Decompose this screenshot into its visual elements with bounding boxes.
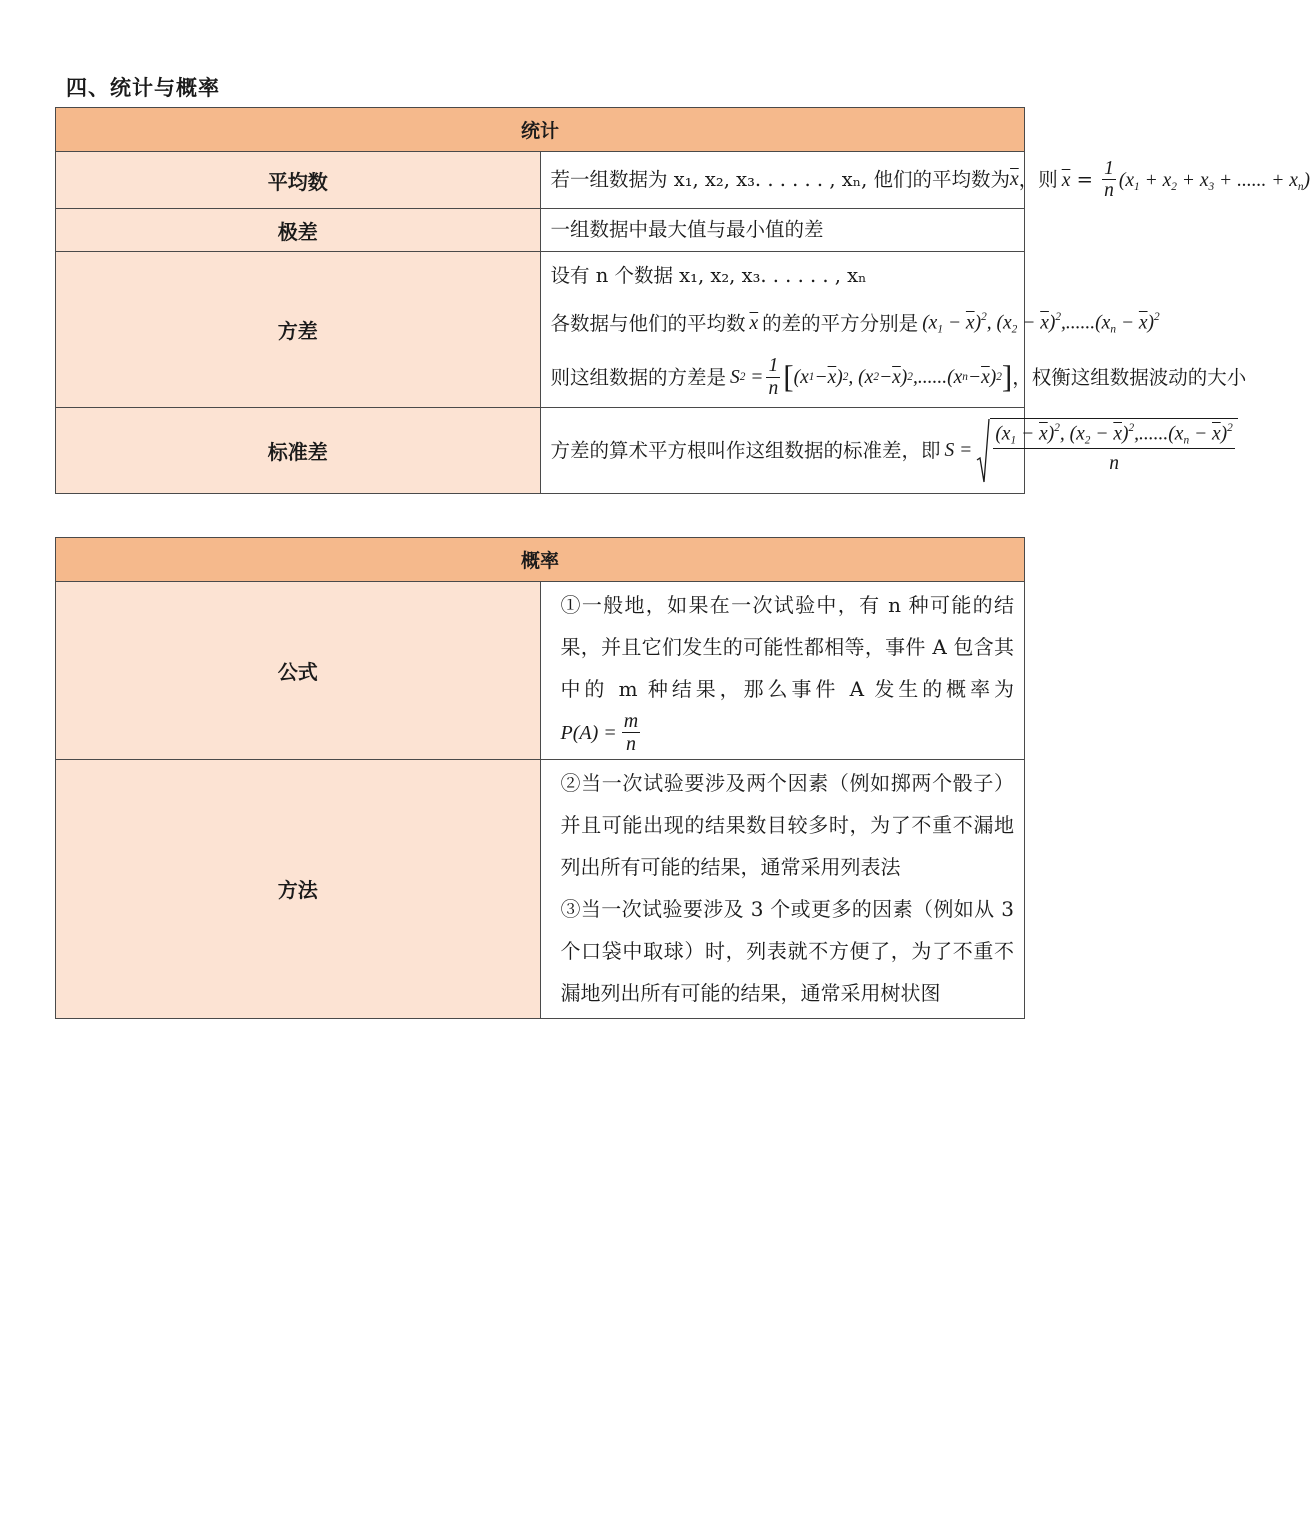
row-label-std-dev: 标准差 bbox=[56, 408, 541, 494]
probability-formula: ①一般地，如果在一次试验中，有 n 种可能的结果，并且它们发生的可能性都相等，事件 A 包含其中的 m 种结果，那么事件 A 发生的概率为 P(A) = $\frac{m}{n}$ bbox=[540, 582, 1025, 760]
range-definition: 一组数据中最大值与最小值的差 bbox=[540, 209, 1025, 252]
variance-line-3: 则这组数据的方差是 S 2 = $\frac{1}{n}$ [ (x 1 − $\overline{x}$ ) 2 , (x 2 − $\overline{x}$ ) 2 ,......(x n − $\overline{x}$ ) 2 ] ，权衡这组数据波动的大小 bbox=[550, 355, 1247, 399]
probability-header: 概率 bbox=[56, 538, 1025, 582]
row-label-range: 极差 bbox=[56, 209, 541, 252]
statistics-table bbox=[55, 107, 1310, 494]
mean-definition bbox=[540, 152, 1310, 209]
variance-definition bbox=[540, 252, 1247, 408]
probability-table bbox=[55, 537, 1025, 1019]
mean-lead-text: 若一组数据为 x₁, x₂, x₃. . . . . . , xₙ, 他们的平均数为 bbox=[550, 168, 1011, 192]
row-label-mean: 平均数 bbox=[56, 152, 541, 209]
row-label-formula: 公式 bbox=[56, 582, 541, 760]
std-dev-definition: 方差的算术平方根叫作这组数据的标准差，即 S = $(x_1 - \overline{x})^2$, $(x_2 - \overline{x})^2,......(x_n - \overline{x})^2$ n bbox=[540, 408, 1025, 494]
std-dev-formula: $(x_1 - \overline{x})^2$, $(x_2 - \overline{x})^2,......(x_n - \overline{x})^2$ n bbox=[976, 418, 1238, 484]
mean-formula: $\overline{x}$ = $\frac{1}{n}$ ($x_1 + x_2 + x_3$ + ...... + $x_n$) bbox=[1061, 157, 1310, 202]
variance-line-1: 设有 n 个数据 x₁, x₂, x₃. . . . . . , xₙ bbox=[550, 263, 867, 287]
statistics-header: 统计 bbox=[56, 108, 1025, 152]
probability-equation: P(A) = $\frac{m}{n}$ bbox=[560, 709, 639, 755]
row-label-variance: 方差 bbox=[56, 252, 541, 408]
variance-line-2: 各数据与他们的平均数 $\overline{x}$ 的差的平方分别是 $(x_1 - \overline{x})^2$, $(x_2 - \overline{x})^2,......(x_n - \overline{x})^2$ bbox=[550, 310, 1160, 336]
mean-symbol: $\overline{x}$ bbox=[1010, 169, 1019, 191]
method-tree-diagram: ③当一次试验要涉及 3 个或更多的因素（例如从 3 个口袋中取球）时，列表就不方便了，为了不重不漏地列出所有可能的结果，通常采用树状图 bbox=[560, 896, 1014, 1005]
probability-methods bbox=[540, 759, 1025, 1018]
deviation-squares: $(x_1 - \overline{x})^2$, $(x_2 - \overline{x})^2,......(x_n - \overline{x})^2$ bbox=[922, 310, 1160, 336]
row-label-method: 方法 bbox=[56, 759, 541, 1018]
mean-then-text: ，则 bbox=[1018, 168, 1058, 192]
section-heading: 四、统计与概率 bbox=[66, 76, 220, 100]
method-table-listing: ②当一次试验要涉及两个因素（例如掷两个骰子）并且可能出现的结果数目较多时，为了不重不漏地列出所有可能的结果，通常采用列表法 bbox=[560, 770, 1014, 879]
variance-formula: S 2 = $\frac{1}{n}$ [ (x 1 − $\overline{x}$ ) 2 , (x 2 − $\overline{x}$ ) 2 ,......(x n − $\overline{x}$ ) 2 ] bbox=[730, 355, 1013, 399]
